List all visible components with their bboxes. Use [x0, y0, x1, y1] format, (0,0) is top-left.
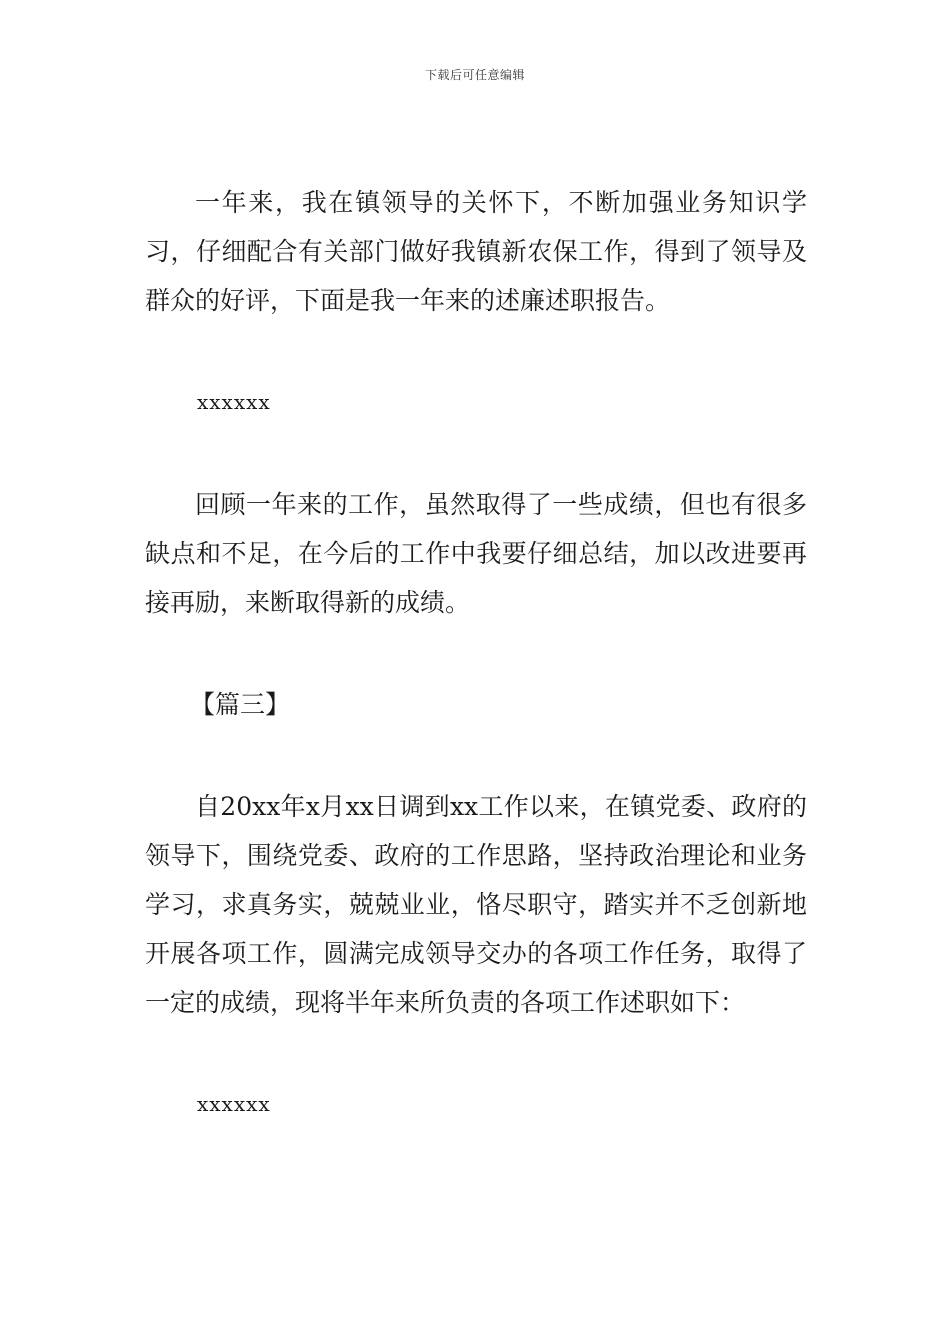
- paragraph-review: 回顾一年来的工作，虽然取得了一些成绩，但也有很多缺点和不足，在今后的工作中我要仔细总结，加以改进要再接再励，来断取得新的成绩。: [145, 490, 807, 617]
- paragraph-section-three: 自20xx年x月xx日调到xx工作以来，在镇党委、政府的领导下，围绕党委、政府的工作思路，坚持政治理论和业务学习，求真务实，兢兢业业，恪尽职守，踏实并不乏创新地开展各项工作，圆满完成领导交办的各项工作任务，取得了一定的成绩，现将半年来所负责的各项工作述职如下：: [145, 792, 807, 1017]
- placeholder-text: xxxxxx: [197, 390, 271, 414]
- placeholder-text: xxxxxx: [197, 1092, 271, 1116]
- header-note: 下载后可任意编辑: [424, 68, 525, 82]
- section-title: 【篇三】: [190, 690, 291, 719]
- paragraph-intro: 一年来，我在镇领导的关怀下，不断加强业务知识学习，仔细配合有关部门做好我镇新农保工作，得到了领导及群众的好评，下面是我一年来的述廉述职报告。: [145, 188, 807, 315]
- document-body: [145, 178, 807, 1129]
